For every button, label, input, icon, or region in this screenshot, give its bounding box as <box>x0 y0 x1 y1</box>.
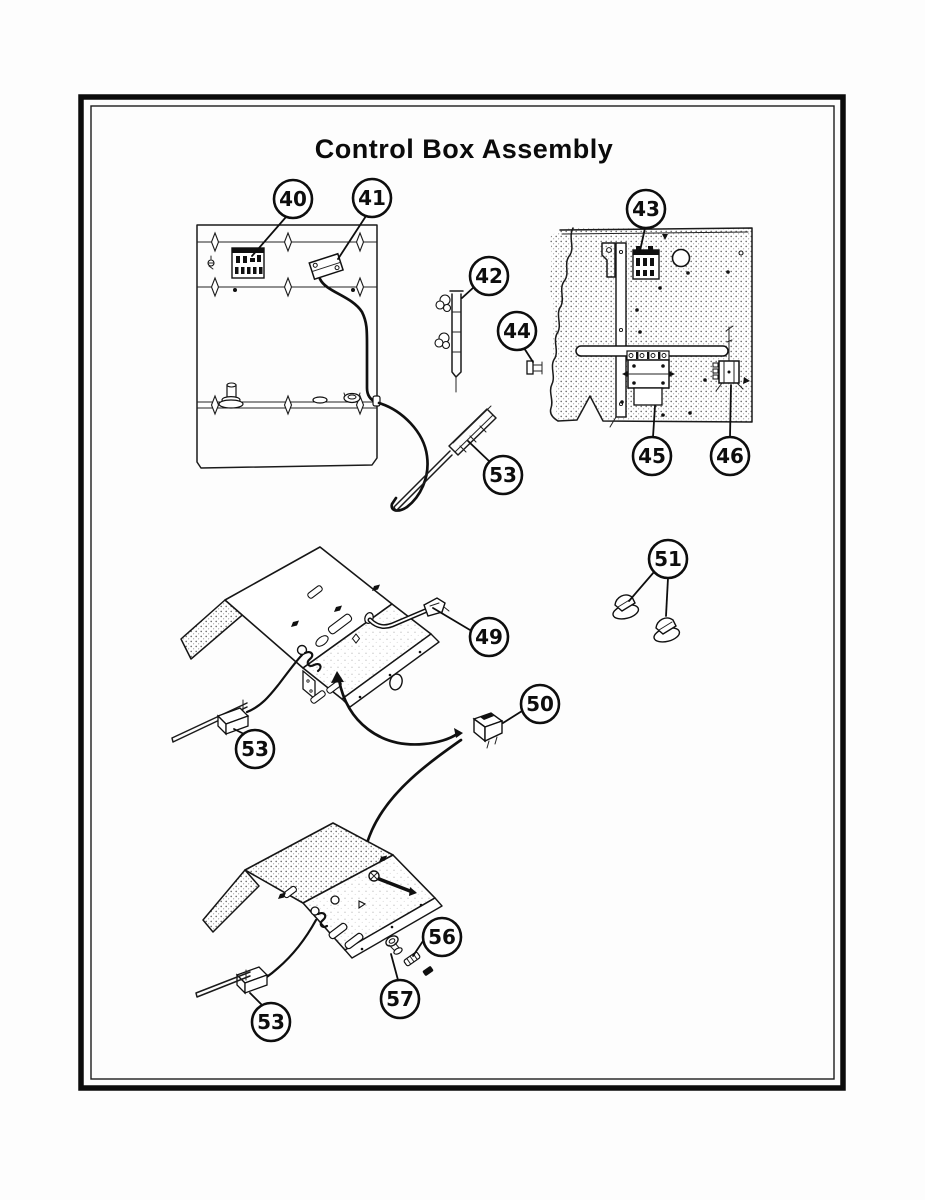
panel-oval-fitting <box>313 397 327 403</box>
callout-56-12 <box>413 918 461 956</box>
callout-49-8 <box>433 608 508 656</box>
callout-number-45: 45 <box>638 444 666 468</box>
gas-valve-stem <box>219 383 243 408</box>
panel-screw <box>208 256 214 269</box>
callout-number-40: 40 <box>279 187 307 211</box>
terminal-block-part43 <box>633 246 659 279</box>
callout-leader-51 <box>666 578 668 616</box>
callout-42-2 <box>462 257 508 298</box>
callout-leader-51 <box>629 572 654 601</box>
callout-57-13 <box>381 954 419 1018</box>
igniter-bracket-part42 <box>435 291 463 392</box>
terminal-block-part40 <box>232 248 264 278</box>
callout-leader-46 <box>730 385 731 437</box>
callout-number-50: 50 <box>526 692 554 716</box>
callout-53-11 <box>234 729 274 768</box>
page-title: Control Box Assembly <box>314 134 614 164</box>
rocker-switch-part50 <box>474 713 502 748</box>
callout-40-0 <box>252 180 312 256</box>
interior-panel-view <box>550 228 752 427</box>
callout-leader-44 <box>524 348 533 362</box>
callout-number-57: 57 <box>386 987 414 1011</box>
callout-leader-53 <box>468 441 490 462</box>
callout-number-53: 53 <box>257 1010 285 1034</box>
callout-53-14 <box>250 993 290 1041</box>
callout-number-51: 51 <box>654 547 682 571</box>
callout-44-4 <box>498 312 536 362</box>
callout-number-41: 41 <box>358 186 386 210</box>
callout-number-49: 49 <box>475 625 503 649</box>
callout-leader-53 <box>250 993 262 1005</box>
fasteners-part56 <box>403 952 433 977</box>
panel-hole <box>673 250 690 267</box>
callout-number-42: 42 <box>475 264 503 288</box>
wire-grommet <box>373 396 380 406</box>
callout-leader-40 <box>252 217 286 256</box>
callout-51-9 <box>629 540 687 616</box>
callout-leader-42 <box>462 287 474 298</box>
callout-number-56: 56 <box>428 925 456 949</box>
callout-53-7 <box>468 441 522 494</box>
callout-leader-50 <box>503 711 522 723</box>
control-box-isometric-bottom <box>196 823 442 997</box>
rear-panel-view <box>197 225 380 468</box>
control-knobs-part51 <box>612 595 681 644</box>
sensor-probe-mid-part53 <box>172 655 302 742</box>
control-box-isometric-top <box>172 547 449 742</box>
callout-41-1 <box>338 179 391 259</box>
callout-number-53: 53 <box>489 463 517 487</box>
sensor-probe-top-part53 <box>379 403 496 511</box>
callout-number-53: 53 <box>241 737 269 761</box>
callout-number-43: 43 <box>632 197 660 221</box>
switch-wire <box>320 279 376 402</box>
callout-number-44: 44 <box>503 319 531 343</box>
callout-leader-57 <box>391 954 398 980</box>
fastener-part44 <box>527 361 542 374</box>
callout-50-10 <box>503 685 559 723</box>
callout-number-46: 46 <box>716 444 744 468</box>
panel-hole-bottom <box>331 896 339 904</box>
round-cap-fitting <box>344 393 360 403</box>
callout-leader-49 <box>433 608 470 630</box>
